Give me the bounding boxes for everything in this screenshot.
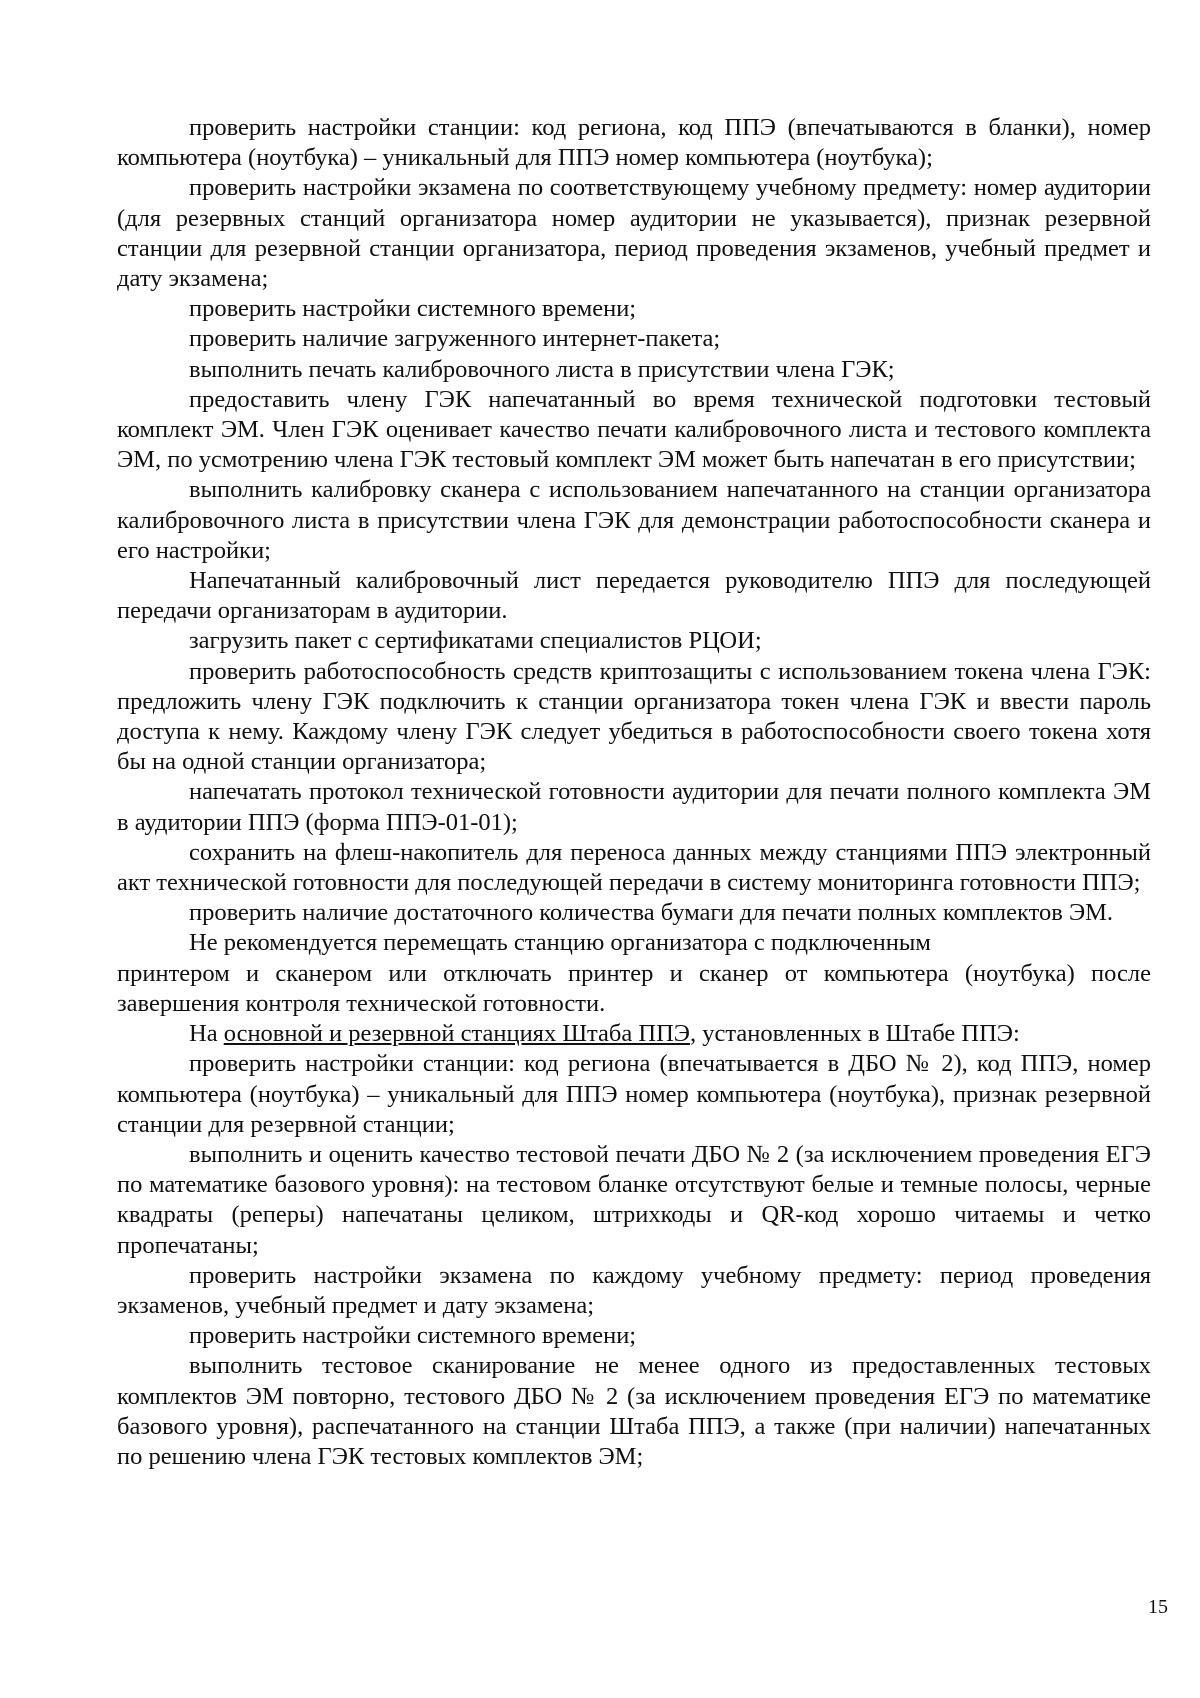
recommendation-continuation: принтером и сканером или отключать принтер и сканер от компьютера (ноутбука) после завершения контроля технической готовности.: [117, 959, 1151, 1017]
paragraph: Напечатанный калибровочный лист передается руководителю ППЭ для последующей передачи организаторам в аудитории.: [117, 567, 1151, 625]
hq-stations-heading: [117, 1019, 1151, 1049]
recommendation-line-1: Не рекомендуется перемещать станцию организатора с подключенным: [189, 929, 931, 957]
paragraph: сохранить на флеш-накопитель для переноса данных между станциями ППЭ электронный акт технической готовности для последующей передачи в систему мониторинга готовности ППЭ;: [117, 838, 1151, 897]
hq-underlined-text: основной и резервной станциях Штаба ППЭ: [223, 1020, 690, 1048]
paragraph: предоставить члену ГЭК напечатанный во время технической подготовки тестовый комплект ЭМ. Член ГЭК оценивает качество печати калибровочного листа и тестового комплекта ЭМ, по усмотрению члена ГЭК тестовый комплект ЭМ может быть напечатан в его присутствии;: [117, 385, 1151, 474]
document-body: [117, 113, 1151, 1472]
paragraph: проверить наличие достаточного количества бумаги для печати полных комплектов ЭМ.: [189, 899, 1114, 927]
paragraph: выполнить и оценить качество тестовой печати ДБО № 2 (за исключением проведения ЕГЭ по математике базового уровня): на тестовом бланке отсутствуют белые и темные полосы, черные квадраты (реперы) напечатаны целиком, штрихкоды и QR-код хорошо читаемы и четко пропечатаны;: [117, 1140, 1151, 1259]
page-number: 15: [1148, 1596, 1168, 1618]
paragraph: напечатать протокол технической готовности аудитории для печати полного комплекта ЭМ в аудитории ППЭ (форма ППЭ-01-01);: [117, 778, 1151, 836]
paragraph: выполнить печать калибровочного листа в присутствии члена ГЭК;: [189, 355, 895, 383]
paragraph: проверить настройки системного времени;: [189, 1322, 637, 1350]
paragraph: проверить настройки экзамена по соответствующему учебному предмету: номер аудитории (для резервных станций организатора номер аудитории не указывается), признак резервной станции для резервной станции организатора, период проведения экзаменов, учебный предмет и дату экзамена;: [117, 174, 1151, 293]
paragraph: проверить настройки станции: код региона, код ППЭ (впечатываются в бланки), номер компьютера (ноутбука) – уникальный для ППЭ номер компьютера (ноутбука);: [117, 114, 1151, 172]
paragraph: проверить наличие загруженного интернет-пакета;: [189, 325, 721, 353]
paragraph: проверить настройки станции: код региона (впечатывается в ДБО № 2), код ППЭ, номер компьютера (ноутбука) – уникальный для ППЭ номер компьютера (ноутбука), признак резервной станции для резервной станции;: [117, 1050, 1151, 1138]
paragraph: выполнить калибровку сканера с использованием напечатанного на станции организатора калибровочного листа в присутствии члена ГЭК для демонстрации работоспособности сканера и его настройки;: [117, 476, 1151, 564]
paragraph: загрузить пакет с сертификатами специалистов РЦОИ;: [189, 627, 762, 655]
paragraph: проверить настройки экзамена по каждому учебному предмету: период проведения экзаменов, учебный предмет и дату экзамена;: [117, 1261, 1151, 1319]
hq-prefix: На: [189, 1020, 224, 1048]
paragraph: проверить настройки системного времени;: [189, 295, 637, 323]
paragraph: выполнить тестовое сканирование не менее одного из предоставленных тестовых комплектов ЭМ повторно, тестового ДБО № 2 (за исключением проведения ЕГЭ по математике базового уровня), распечатанного на станции Штаба ППЭ, а также (при наличии) напечатанных по решению члена ГЭК тестовых комплектов ЭМ;: [117, 1352, 1151, 1470]
hq-suffix: , установленных в Штабе ППЭ:: [689, 1020, 1020, 1048]
paragraph: проверить работоспособность средств криптозащиты с использованием токена члена ГЭК: предложить члену ГЭК подключить к станции организатора токен члена ГЭК и ввести пароль доступа к нему. Каждому члену ГЭК следует убедиться в работоспособности своего токена хотя бы на одной станции организатора;: [117, 657, 1151, 776]
